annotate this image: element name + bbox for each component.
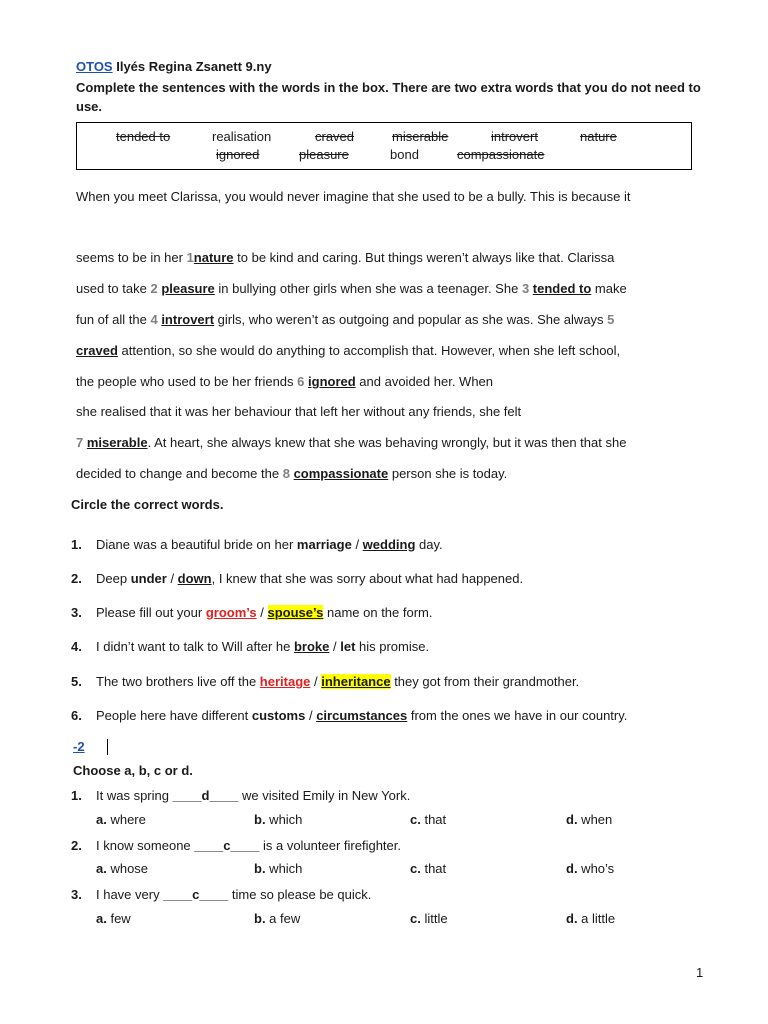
gap-number: 6 (297, 374, 305, 389)
word-box (76, 122, 692, 170)
option-spouses[interactable]: spouse’s (267, 605, 324, 620)
choose-opt-3c[interactable]: c. little (410, 911, 448, 926)
word-pleasure: pleasure (299, 147, 349, 162)
circle-item-6: 6. People here have different customs / circumstances from the ones we have in our country. (71, 708, 628, 723)
student-header (76, 59, 272, 74)
passage-line-8: 7 miserable. At heart, she always knew that she was behaving wrongly, but it was then that she (76, 435, 627, 450)
option-customs[interactable]: customs (251, 708, 306, 723)
student-name: Ilyés Regina Zsanett 9.ny (112, 59, 272, 74)
option-inheritance[interactable]: inheritance (321, 674, 391, 689)
page-number: 1 (696, 965, 704, 980)
circle-item-1: 1. Diane was a beautiful bride on her marriage / wedding day. (71, 537, 443, 552)
circle-item-4: 4. I didn’t want to talk to Will after he broke / let his promise. (71, 639, 430, 654)
answer-6: ignored (308, 374, 356, 389)
gap-number: 5 (607, 312, 615, 327)
passage-line-9: decided to change and become the 8 compassionate person she is today. (76, 466, 508, 481)
choose-opt-1a[interactable]: a. where (96, 812, 146, 827)
gap-number: 1 (186, 250, 194, 265)
word-bond: bond (390, 147, 419, 162)
choose-item-3: 3. I have very ____c____ time so please be quick. (71, 887, 372, 902)
word-miserable: miserable (392, 129, 449, 144)
gap-number: 7 (76, 435, 84, 450)
option-broke[interactable]: broke (293, 639, 330, 654)
choose-opt-3a[interactable]: a. few (96, 911, 131, 926)
circle-item-2: 2. Deep under / down, I knew that she was sorry about what had happened. (71, 571, 524, 586)
choose-opt-3b[interactable]: b. a few (254, 911, 301, 926)
choose-opt-1c[interactable]: c. that (410, 812, 447, 827)
circle-item-5: 5. The two brothers live off the heritage / inheritance they got from their grandmother. (71, 674, 580, 689)
choose-opt-3d[interactable]: d. a little (566, 911, 616, 926)
passage-line-3: used to take 2 pleasure in bullying other girls when she was a teenager. She 3 tended to make (76, 281, 627, 296)
gap-number: 8 (282, 466, 290, 481)
choose-opt-1d[interactable]: d. when (566, 812, 613, 827)
option-grooms[interactable]: groom’s (205, 605, 257, 620)
choose-item-1: 1. It was spring ____d____ we visited Emily in New York. (71, 788, 411, 803)
option-under[interactable]: under (130, 571, 167, 586)
choose-item-2: 2. I know someone ____c____ is a volunteer firefighter. (71, 838, 401, 853)
answer-7: miserable (86, 435, 148, 450)
option-heritage[interactable]: heritage (259, 674, 311, 689)
passage-line-5: craved attention, so she would do anything to accomplish that. However, when she left school, (76, 343, 621, 358)
word-tended-to: tended to (116, 129, 171, 144)
word-realisation: realisation (212, 129, 272, 144)
answer-8: compassionate (293, 466, 389, 481)
circle-item-3: 3. Please fill out your groom’s / spouse’s name on the form. (71, 605, 433, 620)
option-circumstances[interactable]: circumstances (316, 708, 408, 723)
answer-5: craved (76, 343, 118, 358)
score-link[interactable]: -2 (73, 739, 85, 754)
otos-label[interactable]: OTOS (76, 59, 113, 74)
choose-opt-1b[interactable]: b. which (254, 812, 303, 827)
passage-line-4: fun of all the 4 introvert girls, who weren’t as outgoing and popular as she was. She always 5 (76, 312, 615, 327)
choose-opt-2a[interactable]: a. whose (96, 861, 149, 876)
option-let[interactable]: let (340, 639, 356, 654)
answer-blank-1[interactable]: ____d____ (172, 788, 239, 803)
answer-3: tended to (532, 281, 592, 296)
text-cursor (107, 739, 108, 755)
choose-opt-2c[interactable]: c. that (410, 861, 447, 876)
word-introvert: introvert (491, 129, 538, 144)
section-title-circle: Circle the correct words. (71, 497, 224, 512)
answer-2: pleasure (161, 281, 215, 296)
answer-4: introvert (161, 312, 215, 327)
word-compassionate: compassionate (457, 147, 545, 162)
option-down[interactable]: down (177, 571, 212, 586)
word-nature: nature (580, 129, 617, 144)
passage-line-6: the people who used to be her friends 6 ignored and avoided her. When (76, 374, 494, 389)
passage-line-1: When you meet Clarissa, you would never imagine that she used to be a bully. This is because it (76, 189, 631, 204)
gap-number: 2 (150, 281, 158, 296)
answer-1: nature (193, 250, 234, 265)
passage-line-7: she realised that it was her behaviour that left her without any friends, she felt (76, 404, 522, 419)
word-ignored: ignored (216, 147, 260, 162)
choose-opt-2b[interactable]: b. which (254, 861, 303, 876)
choose-opt-2d[interactable]: d. who’s (566, 861, 615, 876)
section-title-choose: Choose a, b, c or d. (73, 763, 193, 778)
exercise-instructions: Complete the sentences with the words in the box. There are two extra words that you do not need to use. (76, 80, 701, 114)
gap-number: 3 (521, 281, 530, 296)
option-marriage[interactable]: marriage (296, 537, 352, 552)
answer-blank-2[interactable]: ____c____ (194, 838, 260, 853)
passage-line-2: seems to be in her 1nature to be kind and caring. But things weren’t always like that. Clarissa (76, 250, 615, 265)
option-wedding[interactable]: wedding (362, 537, 416, 552)
word-craved: craved (315, 129, 355, 144)
gap-number: 4 (150, 312, 158, 327)
answer-blank-3[interactable]: ____c____ (163, 887, 229, 902)
